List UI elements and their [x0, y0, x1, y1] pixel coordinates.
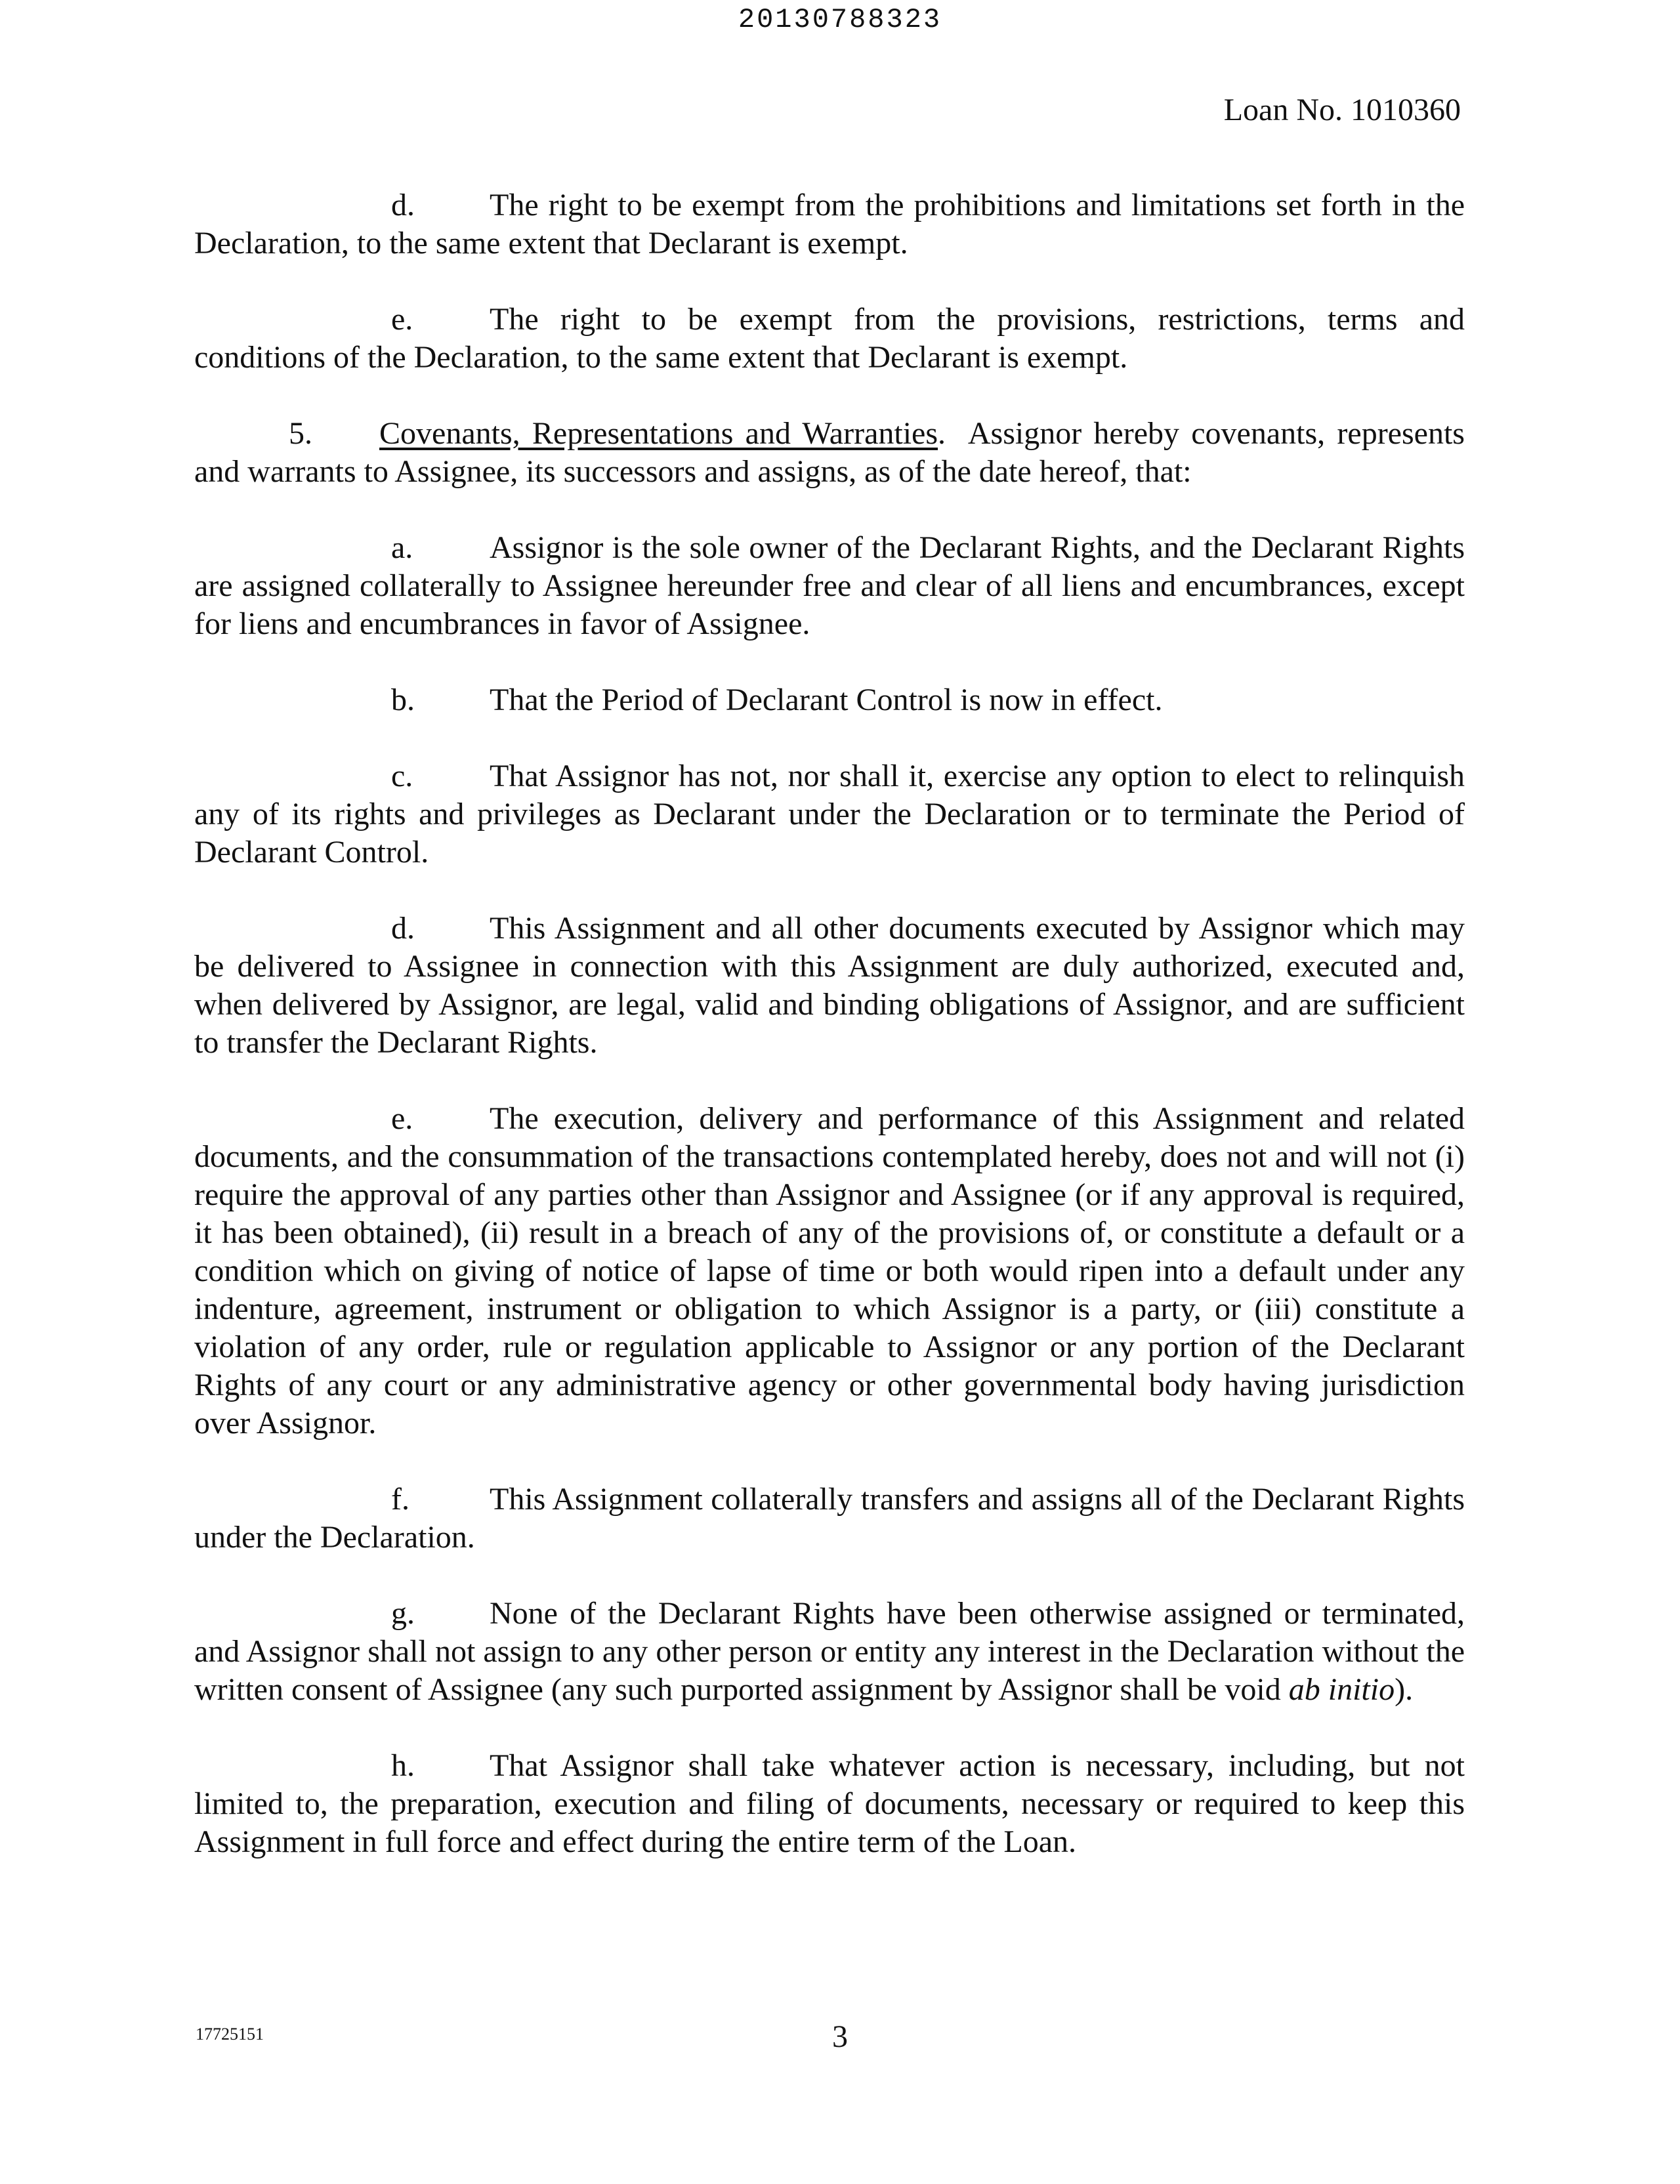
item-a: [194, 529, 1465, 643]
item-label: c.: [391, 759, 413, 793]
item-b: [194, 681, 1465, 719]
paragraph-label: d.: [391, 188, 415, 222]
item-label: g.: [391, 1596, 415, 1631]
paragraph-text: The right to be exempt from the prohibitions and limitations set forth in the Declaration, to the same extent that Declarant is exempt.: [194, 188, 1465, 261]
section-5: [194, 415, 1465, 491]
paragraph-d-rights: [194, 186, 1465, 262]
recording-number: 20130788323: [738, 4, 942, 35]
item-text: The execution, delivery and performance of this Assignment and related documents, and the consummation of the transactions contemplated hereby, does not and will not (i) require the approval of any parties other than Assignor and Assignee (or if any approval is required, it has been obtained), (ii) result in a breach of any of the provisions of, or constitute a default or a condition which on giving of notice of lapse of time or both would ripen into a default under any indenture, agreement, instrument or obligation to which Assignor is a party, or (iii) constitute a violation of any order, rule or regulation applicable to Assignor or any portion of the Declarant Rights of any court or any administrative agency or other governmental body having jurisdiction over Assignor.: [194, 1101, 1465, 1440]
item-d: [194, 910, 1465, 1062]
item-text: Assignor is the sole owner of the Declarant Rights, and the Declarant Rights are assigned collaterally to Assignee hereunder free and clear of all liens and encumbrances, except for liens and encumbrances in favor of Assignee.: [194, 530, 1465, 641]
paragraph-label: e.: [391, 302, 413, 337]
paragraph-text: The right to be exempt from the provisions, restrictions, terms and conditions of the Declaration, to the same extent that Declarant is exempt.: [194, 302, 1465, 375]
item-label: a.: [391, 530, 413, 565]
item-label: e.: [391, 1101, 413, 1136]
section-heading: Covenants, Representations and Warranties: [379, 416, 938, 451]
section-number: 5.: [289, 416, 312, 451]
item-text: That Assignor shall take whatever action is necessary, including, but not limited to, the preparation, execution and filing of documents, necessary or required to keep this Assignment in full force and effect during the entire term of the Loan.: [194, 1748, 1465, 1859]
paragraph-e-rights: [194, 301, 1465, 377]
item-e: [194, 1100, 1465, 1442]
item-g: [194, 1595, 1465, 1709]
loan-number: Loan No. 1010360: [1223, 93, 1461, 127]
item-text: This Assignment collaterally transfers and assigns all of the Declarant Rights under the Declaration.: [194, 1482, 1465, 1555]
item-text-italic: ab initio: [1288, 1672, 1395, 1707]
item-text: This Assignment and all other documents executed by Assignor which may be delivered to Assignee in connection with this Assignment are duly authorized, executed and, when delivered by Assignor, are legal, valid and binding obligations of Assignor, and are sufficient to transfer the Declarant Rights.: [194, 911, 1465, 1060]
item-label: h.: [391, 1748, 415, 1783]
item-text-end: ).: [1395, 1672, 1414, 1707]
section-text: Assignor hereby covenants, represents and warrants to Assignee, its successors and assigns, as of the date hereof, that:: [194, 416, 1465, 489]
document-body: [194, 186, 1465, 1899]
item-text: That the Period of Declarant Control is now in effect.: [490, 682, 1163, 717]
footer-document-id: 17725151: [196, 2025, 264, 2044]
item-label: b.: [391, 682, 415, 717]
item-h: [194, 1747, 1465, 1861]
item-f: [194, 1480, 1465, 1557]
page-number: 3: [832, 2019, 848, 2054]
section-heading-end: .: [938, 416, 946, 451]
item-text: That Assignor has not, nor shall it, exercise any option to elect to relinquish any of its rights and privileges as Declarant under the Declaration or to terminate the Period of Declarant Control.: [194, 759, 1465, 870]
item-c: [194, 757, 1465, 872]
item-label: d.: [391, 911, 415, 946]
item-text: None of the Declarant Rights have been otherwise assigned or terminated, and Assignor shall not assign to any other person or entity any interest in the Declaration without the written consent of Assignee (any such purported assignment by Assignor shall be void: [194, 1596, 1465, 1707]
item-label: f.: [391, 1482, 410, 1517]
